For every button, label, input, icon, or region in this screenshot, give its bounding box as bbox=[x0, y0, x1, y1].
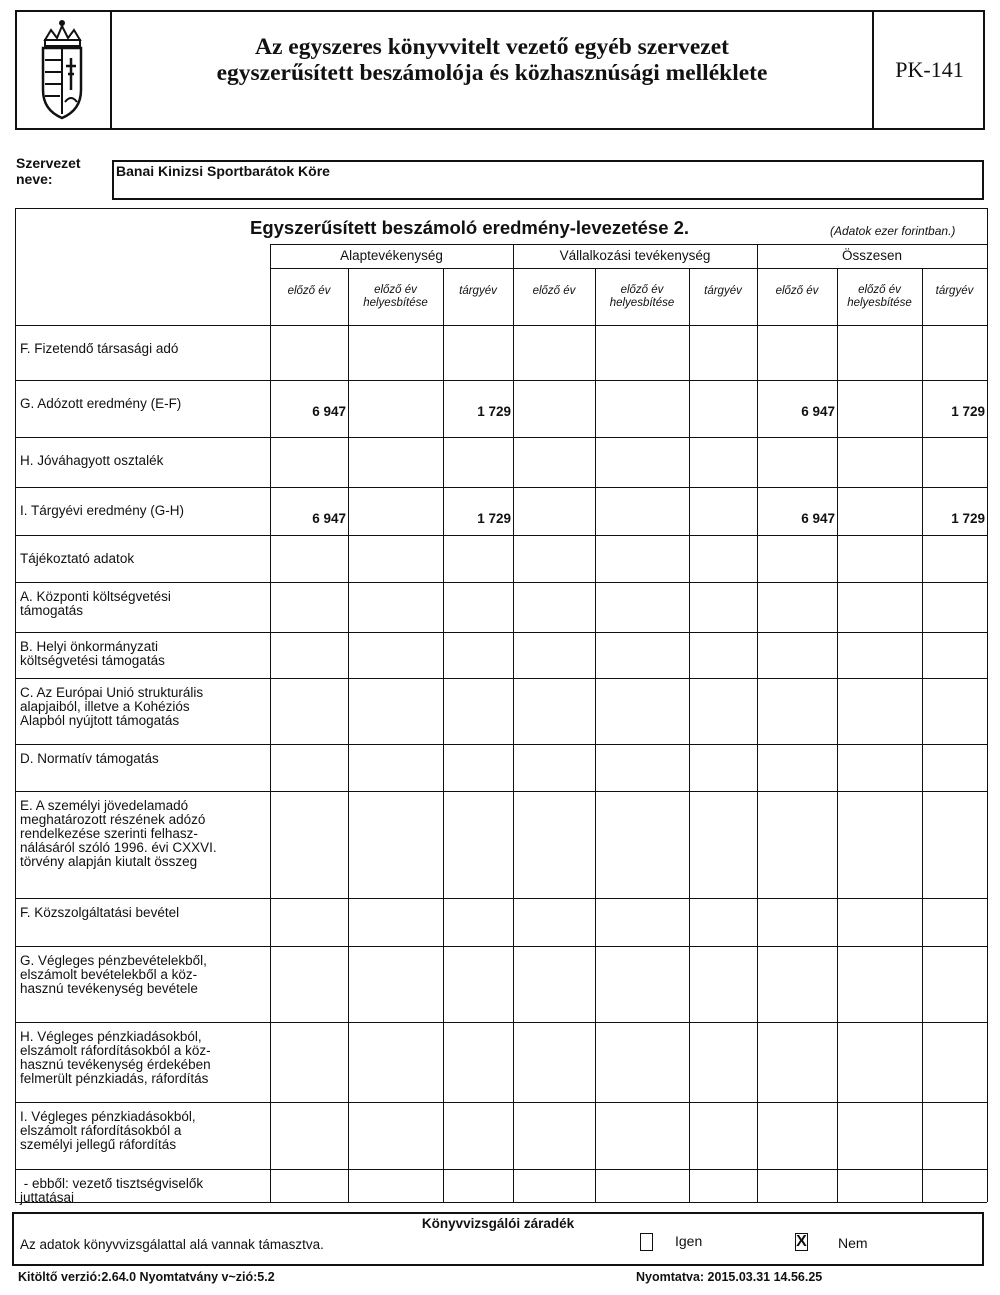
subcolumn-header-line: helyesbítése bbox=[847, 297, 912, 309]
row-label: Tájékoztató adatok bbox=[20, 551, 135, 566]
table-subhead-line bbox=[270, 268, 987, 269]
table-cell-value: 6 947 bbox=[801, 511, 835, 526]
subcolumn-header bbox=[443, 285, 513, 298]
subcolumn-header-line: előző év bbox=[287, 285, 331, 297]
row-label: H. Jóváhagyott osztalék bbox=[20, 453, 164, 468]
subcolumn-header bbox=[348, 284, 443, 310]
table-cell-value: 1 729 bbox=[477, 404, 511, 419]
subcolumn-header-line: helyesbítése bbox=[363, 297, 428, 309]
table-row-line bbox=[15, 380, 987, 381]
table-group-line bbox=[270, 244, 987, 245]
row-label: G. Végleges pénzbevételekből, elszámolt bevételekből a köz- hasznú tevékenység bevétele bbox=[20, 953, 207, 996]
subcolumn-header bbox=[513, 285, 595, 298]
table-row-line bbox=[15, 1169, 987, 1170]
subcolumn-header bbox=[837, 284, 922, 310]
table-cell-value: 1 729 bbox=[951, 511, 985, 526]
form-title bbox=[112, 34, 872, 86]
audit-no-check-mark: X bbox=[796, 1233, 807, 1250]
subcolumn-header-line: előző év bbox=[374, 284, 417, 296]
table-col-line bbox=[270, 244, 271, 1202]
table-cell-value: 6 947 bbox=[312, 404, 346, 419]
table-col-line bbox=[837, 268, 838, 1202]
audit-yes-checkbox[interactable] bbox=[640, 1233, 653, 1251]
table-row-line bbox=[15, 535, 987, 536]
audit-title: Könyvvizsgálói záradék bbox=[421, 1216, 575, 1231]
org-label bbox=[16, 155, 81, 187]
table-top-border bbox=[15, 208, 987, 209]
row-label: G. Adózott eredmény (E-F) bbox=[20, 396, 182, 411]
table-row-line bbox=[15, 487, 987, 488]
table-row-line bbox=[15, 744, 987, 745]
table-row-line bbox=[15, 1102, 987, 1103]
row-label: F. Fizetendő társasági adó bbox=[20, 341, 179, 356]
row-label: C. Az Európai Unió strukturális alapjaiból, illetve a Kohéziós Alapból nyújtott támogatás bbox=[20, 685, 204, 728]
audit-no-checkbox[interactable] bbox=[795, 1233, 808, 1251]
table-col-line bbox=[757, 244, 758, 1202]
row-label: I. Végleges pénzkiadásokból, elszámolt ráfordításokból a személyi jellegű ráfordítás bbox=[20, 1109, 196, 1152]
org-label-line2: neve: bbox=[16, 171, 53, 187]
table-col-line bbox=[595, 268, 596, 1202]
coat-of-arms-icon bbox=[15, 10, 110, 128]
table-row-line bbox=[15, 791, 987, 792]
table-cell-value: 6 947 bbox=[801, 404, 835, 419]
audit-yes-label: Igen bbox=[675, 1233, 703, 1249]
form-title-line1: Az egyszeres könyvvitelt vezető egyéb szervezet bbox=[255, 34, 729, 60]
row-label: I. Tárgyévi eredmény (G-H) bbox=[20, 503, 185, 518]
subcolumn-header-line: tárgyév bbox=[935, 285, 974, 297]
table-row-line bbox=[15, 437, 987, 438]
subcolumn-header-line: tárgyév bbox=[459, 285, 497, 297]
subcolumn-header-line: helyesbítése bbox=[609, 297, 675, 309]
row-label: F. Közszolgáltatási bevétel bbox=[20, 905, 180, 920]
emblem-cell bbox=[15, 10, 112, 130]
subcolumn-header-line: tárgyév bbox=[704, 285, 742, 297]
group-header: Alaptevékenység bbox=[340, 248, 443, 263]
subcolumn-header bbox=[757, 285, 837, 298]
footer-printed: Nyomtatva: 2015.03.31 14.56.25 bbox=[636, 1270, 823, 1284]
group-header: Összesen bbox=[841, 248, 903, 263]
subcolumn-header-line: előző év bbox=[775, 285, 819, 297]
audit-no-label: Nem bbox=[838, 1235, 868, 1251]
table-col-line bbox=[513, 244, 514, 1202]
row-label: A. Központi költségvetési támogatás bbox=[20, 589, 171, 618]
subcolumn-header-line: előző év bbox=[620, 284, 664, 296]
audit-statement: Az adatok könyvvizsgálattal alá vannak támasztva. bbox=[20, 1237, 324, 1252]
form-title-line2: egyszerűsített beszámolója és közhasznúsági melléklete bbox=[216, 60, 768, 86]
row-label: B. Helyi önkormányzati költségvetési támogatás bbox=[20, 639, 165, 668]
subcolumn-header bbox=[922, 285, 987, 298]
row-label: - ebből: vezető tisztségviselők juttatásai bbox=[20, 1176, 204, 1205]
table-row-line bbox=[15, 325, 987, 326]
table-row-line bbox=[15, 632, 987, 633]
form-code: PK-141 bbox=[872, 10, 985, 130]
org-name-value: Banai Kinizsi Sportbarátok Köre bbox=[116, 163, 330, 179]
table-row-line bbox=[15, 678, 987, 679]
table-right-border bbox=[987, 208, 988, 1202]
subcolumn-header-line: előző év bbox=[858, 284, 901, 296]
row-label: E. A személyi jövedelamadó meghatározott részének adózó rendelkezése szerinti felhasz- nálásáról szóló 1996. évi CXXVI. törvény alapján kiutalt összeg bbox=[20, 798, 217, 869]
table-cell-value: 6 947 bbox=[312, 511, 346, 526]
org-label-line1: Szervezet bbox=[16, 155, 81, 171]
subcolumn-header bbox=[270, 285, 348, 298]
table-row-line bbox=[15, 582, 987, 583]
table-left-border bbox=[15, 208, 16, 1202]
table-col-line bbox=[689, 268, 690, 1202]
group-header: Vállalkozási tevékenység bbox=[559, 248, 711, 263]
table-row-line bbox=[15, 1022, 987, 1023]
table-row-line bbox=[15, 898, 987, 899]
table-col-line bbox=[348, 268, 349, 1202]
row-label: H. Végleges pénzkiadásokból, elszámolt ráfordításokból a köz- hasznú tevékenység érdekében felmerült pénzkiadás, ráfordítás bbox=[20, 1029, 211, 1086]
subcolumn-header-line: előző év bbox=[532, 285, 576, 297]
subcolumn-header bbox=[689, 285, 757, 298]
table-title: Egyszerűsített beszámoló eredmény-levezetése 2. bbox=[250, 217, 690, 238]
table-row-line bbox=[15, 946, 987, 947]
row-label: D. Normatív támogatás bbox=[20, 751, 159, 766]
footer-version: Kitöltő verzió:2.64.0 Nyomtatvány v~zió:5.2 bbox=[18, 1270, 275, 1284]
table-cell-value: 1 729 bbox=[477, 511, 511, 526]
table-unit-note: (Adatok ezer forintban.) bbox=[830, 224, 956, 238]
subcolumn-header bbox=[595, 284, 689, 310]
table-cell-value: 1 729 bbox=[951, 404, 985, 419]
